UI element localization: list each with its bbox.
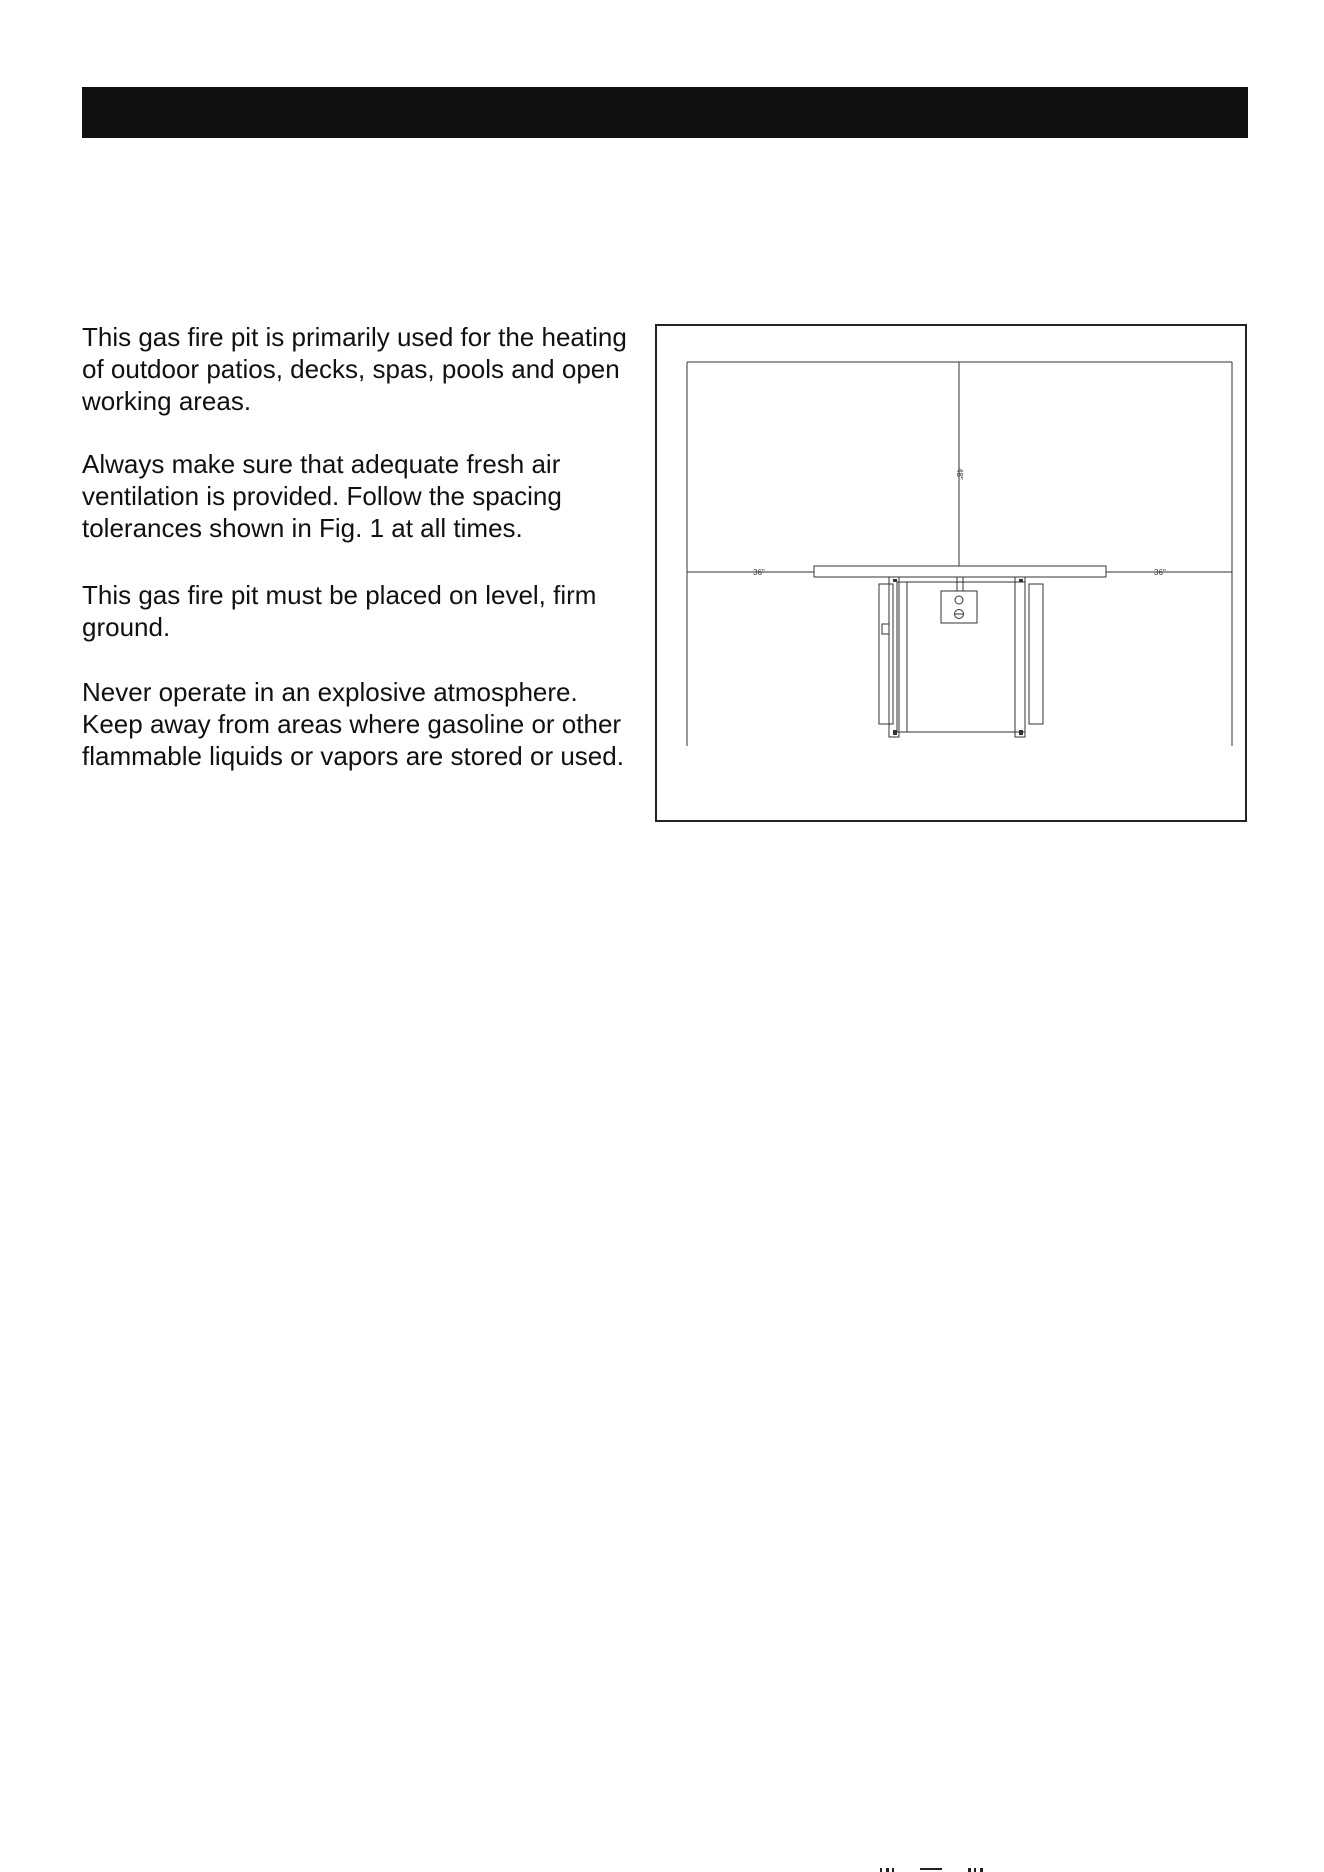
right-panel — [1029, 584, 1043, 724]
ignition-button — [955, 596, 963, 604]
tank-marker — [882, 624, 889, 634]
table-top — [814, 566, 1106, 577]
paragraph-level-ground: This gas fire pit must be placed on level, firm ground. — [82, 580, 597, 642]
section-header-bar — [82, 87, 1248, 138]
top-clearance-label: 48" — [955, 468, 964, 480]
fire-pit-body — [897, 582, 1025, 732]
right-front-leg — [1015, 577, 1025, 737]
paragraph-ventilation: Always make sure that adequate fresh air ventilation is provided. Follow the spacing tolerances shown in Fig. 1 at all times. — [82, 449, 562, 543]
paragraph-intended-use: This gas fire pit is primarily used for the heating of outdoor patios, decks, spas, pools and open working areas. — [82, 322, 627, 416]
clearance-diagram — [657, 326, 1245, 820]
left-panel — [879, 584, 893, 724]
clearance-figure — [655, 324, 1247, 822]
left-clearance-label: 36" — [753, 568, 765, 577]
paragraph-explosive-warning: Never operate in an explosive atmosphere. Keep away from areas where gasoline or other flammable liquids or vapors are stored or used. — [82, 677, 624, 771]
right-clearance-label: 36" — [1154, 568, 1166, 577]
page-edge-marks — [880, 1866, 1000, 1872]
